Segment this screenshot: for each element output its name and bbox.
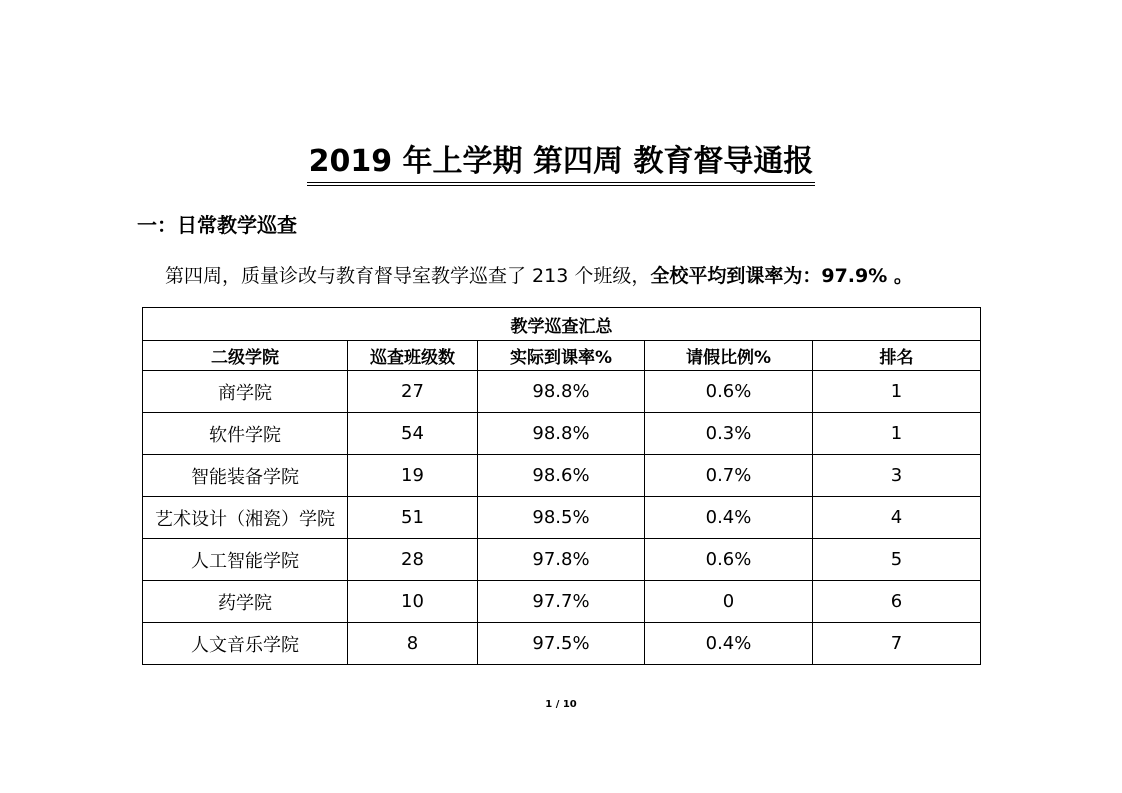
summary-paragraph [165,262,913,290]
attendance-cell: 98.8% [478,371,645,413]
header-leave-ratio: 请假比例% [645,341,813,371]
classes-cell: 28 [348,539,478,581]
classes-cell: 19 [348,455,478,497]
header-attendance-rate: 实际到课率% [478,341,645,371]
attendance-cell: 97.7% [478,581,645,623]
table-row [143,371,981,413]
rank-cell: 1 [813,371,981,413]
table-row [143,623,981,665]
classes-cell: 10 [348,581,478,623]
rank-cell: 6 [813,581,981,623]
table-header-row [143,341,981,371]
college-cell: 软件学院 [143,413,348,455]
attendance-cell: 97.8% [478,539,645,581]
table-row [143,455,981,497]
college-cell: 智能装备学院 [143,455,348,497]
document-title: 2019 年上学期 第四周 教育督导通报 [307,142,816,186]
rank-cell: 7 [813,623,981,665]
table-caption-row [143,308,981,341]
page-number: 1 / 10 [545,699,577,710]
classes-cell: 27 [348,371,478,413]
leave-cell: 0.6% [645,371,813,413]
summary-emphasis: 全校平均到课率为：97.9% 。 [650,265,913,287]
college-cell: 商学院 [143,371,348,413]
classes-cell: 54 [348,413,478,455]
leave-cell: 0.7% [645,455,813,497]
rank-cell: 3 [813,455,981,497]
rank-cell: 4 [813,497,981,539]
college-cell: 药学院 [143,581,348,623]
attendance-cell: 98.5% [478,497,645,539]
leave-cell: 0.3% [645,413,813,455]
header-college: 二级学院 [143,341,348,371]
title-container [0,142,1122,186]
rank-cell: 5 [813,539,981,581]
rank-cell: 1 [813,413,981,455]
table-caption: 教学巡查汇总 [143,308,981,341]
attendance-cell: 97.5% [478,623,645,665]
header-rank: 排名 [813,341,981,371]
college-cell: 人文音乐学院 [143,623,348,665]
college-cell: 艺术设计（湘瓷）学院 [143,497,348,539]
table-row [143,581,981,623]
classes-cell: 8 [348,623,478,665]
leave-cell: 0.4% [645,497,813,539]
section-heading: 一：日常教学巡查 [137,213,297,237]
header-classes-inspected: 巡查班级数 [348,341,478,371]
leave-cell: 0.6% [645,539,813,581]
attendance-cell: 98.6% [478,455,645,497]
inspection-summary-table [142,307,981,665]
table-row [143,497,981,539]
table-row [143,413,981,455]
table-row [143,539,981,581]
summary-text: 第四周，质量诊改与教育督导室教学巡查了 213 个班级， [165,265,651,287]
leave-cell: 0.4% [645,623,813,665]
leave-cell: 0 [645,581,813,623]
attendance-cell: 98.8% [478,413,645,455]
classes-cell: 51 [348,497,478,539]
college-cell: 人工智能学院 [143,539,348,581]
